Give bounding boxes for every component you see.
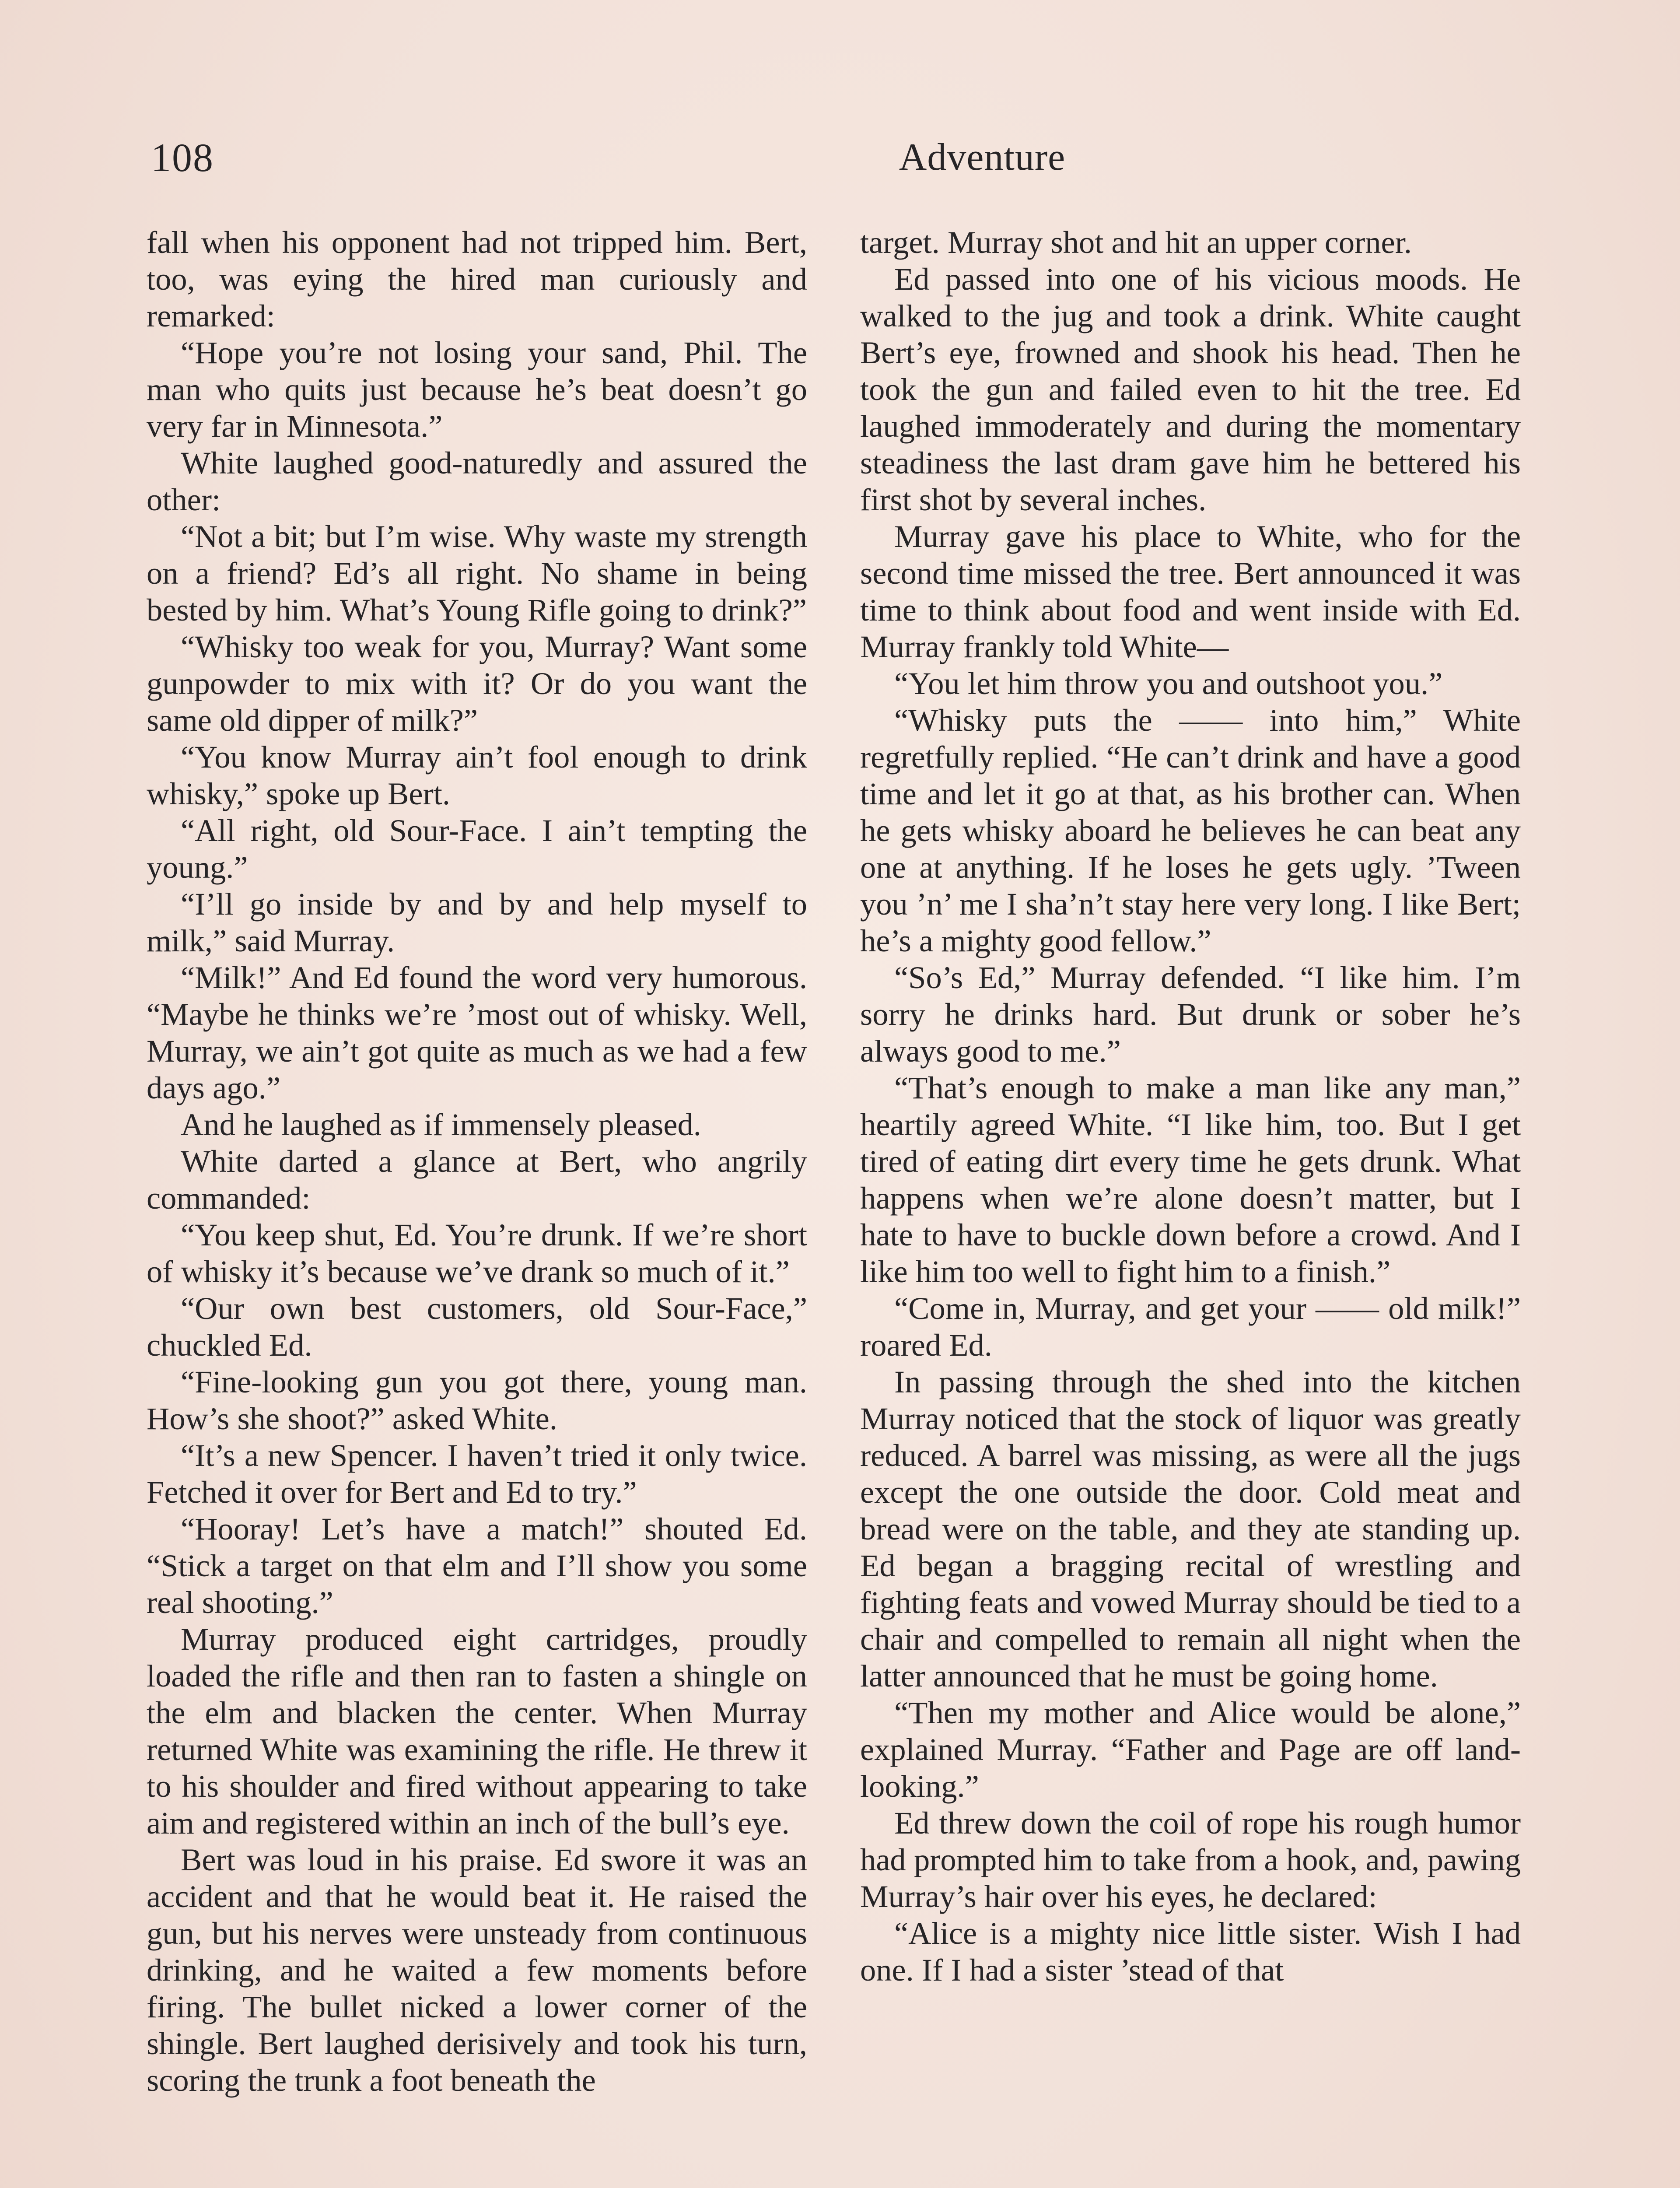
paragraph: “Not a bit; but I’m wise. Why waste my strength on a friend? Ed’s all right. No shame in being bested by him. What’s Young Rifle going to drink?” <box>147 519 807 628</box>
paragraph: “I’ll go inside by and by and help myself to milk,” said Murray. <box>147 886 807 958</box>
paragraph: White laughed good-naturedly and assured the other: <box>147 445 807 517</box>
paragraph: “Whisky puts the —— into him,” White regretfully replied. “He can’t drink and have a good time and let it go at that, as his brother can. When he gets whisky aboard he believes he can beat any one at anything. If he loses he gets ugly. ’Tween you ’n’ me I sha’n’t stay here very long. I like Bert; he’s a mighty good fellow.” <box>860 702 1521 958</box>
paragraph: In passing through the shed into the kitchen Murray noticed that the stock of liquor was greatly reduced. A barrel was missing, as were all the jugs except the one outside the door. Cold meat and bread were on the table, and they ate standing up. Ed began a bragging recital of wrestling and fighting feats and vowed Murray should be tied to a chair and compelled to remain all night when the latter announced that he must be going home. <box>860 1364 1521 1694</box>
paragraph: “You know Murray ain’t fool enough to drink whisky,” spoke up Bert. <box>147 739 807 811</box>
paragraph: And he laughed as if immensely pleased. <box>181 1107 701 1142</box>
running-title: Adventure <box>899 136 1066 179</box>
page-number: 108 <box>151 135 214 180</box>
paragraph: “It’s a new Spencer. I haven’t tried it only twice. Fetched it over for Bert and Ed to try.” <box>147 1438 807 1510</box>
paragraph: Ed threw down the coil of rope his rough humor had prompted him to take from a hook, and, pawing Murray’s hair over his eyes, he declared: <box>860 1805 1521 1914</box>
paragraph: “Milk!” And Ed found the word very humorous. “Maybe he thinks we’re ’most out of whisky. Well, Murray, we ain’t got quite as much as we had a few days ago.” <box>147 960 807 1105</box>
right-text-column <box>860 224 1521 1988</box>
paragraph: target. Murray shot and hit an upper corner. <box>860 224 1412 260</box>
paragraph: “Then my mother and Alice would be alone,” explained Murray. “Father and Page are off land-looking.” <box>860 1695 1521 1804</box>
paragraph: Murray produced eight cartridges, proudly loaded the rifle and then ran to fasten a shingle on the elm and blacken the center. When Murray returned White was examining the rifle. He threw it to his shoulder and fired without appearing to take aim and registered within an inch of the bull’s eye. <box>147 1621 807 1841</box>
paragraph: Bert was loud in his praise. Ed swore it was an accident and that he would beat it. He raised the gun, but his nerves were unsteady from continuous drinking, and he waited a few moments before firing. The bullet nicked a lower corner of the shingle. Bert laughed derisively and took his turn, scoring the trunk a foot beneath the <box>147 1842 807 2098</box>
paragraph: “Whisky too weak for you, Murray? Want some gunpowder to mix with it? Or do you want the same old dipper of milk?” <box>147 629 807 738</box>
paragraph: “Our own best customers, old Sour-Face,” chuckled Ed. <box>147 1290 807 1363</box>
page-header <box>151 127 1529 188</box>
paragraph: “Hope you’re not losing your sand, Phil. The man who quits just because he’s beat doesn’t go very far in Minnesota.” <box>147 335 807 444</box>
paragraph: “That’s enough to make a man like any man,” heartily agreed White. “I like him, too. But I get tired of eating dirt every time he gets drunk. What happens when we’re alone doesn’t matter, but I hate to have to buckle down before a crowd. And I like him too well to fight him to a finish.” <box>860 1070 1521 1289</box>
paragraph: Murray gave his place to White, who for the second time missed the tree. Bert announced it was time to think about food and went inside with Ed. Murray frankly told White— <box>860 519 1521 664</box>
paragraph: “You keep shut, Ed. You’re drunk. If we’re short of whisky it’s because we’ve drank so much of it.” <box>147 1217 807 1289</box>
paragraph: “All right, old Sour-Face. I ain’t tempting the young.” <box>147 813 807 885</box>
paragraph: fall when his opponent had not tripped him. Bert, too, was eying the hired man curiously and remarked: <box>147 224 807 333</box>
paragraph: “Fine-looking gun you got there, young man. How’s she shoot?” asked White. <box>147 1364 807 1436</box>
paragraph: Ed passed into one of his vicious moods. He walked to the jug and took a drink. White caught Bert’s eye, frowned and shook his head. Then he took the gun and failed even to hit the tree. Ed laughed immoderately and during the momentary steadiness the last dram gave him he bettered his first shot by several inches. <box>860 261 1521 517</box>
paragraph: “Hooray! Let’s have a match!” shouted Ed. “Stick a target on that elm and I’ll show you some real shooting.” <box>147 1511 807 1620</box>
left-text-column <box>147 224 807 2099</box>
paragraph: “So’s Ed,” Murray defended. “I like him. I’m sorry he drinks hard. But drunk or sober he’s always good to me.” <box>860 960 1521 1069</box>
paragraph: “Come in, Murray, and get your —— old milk!” roared Ed. <box>860 1290 1521 1363</box>
paragraph: “You let him throw you and outshoot you.” <box>894 666 1443 701</box>
paragraph: White darted a glance at Bert, who angrily commanded: <box>147 1143 807 1216</box>
paragraph: “Alice is a mighty nice little sister. Wish I had one. If I had a sister ’stead of that <box>860 1915 1521 1988</box>
